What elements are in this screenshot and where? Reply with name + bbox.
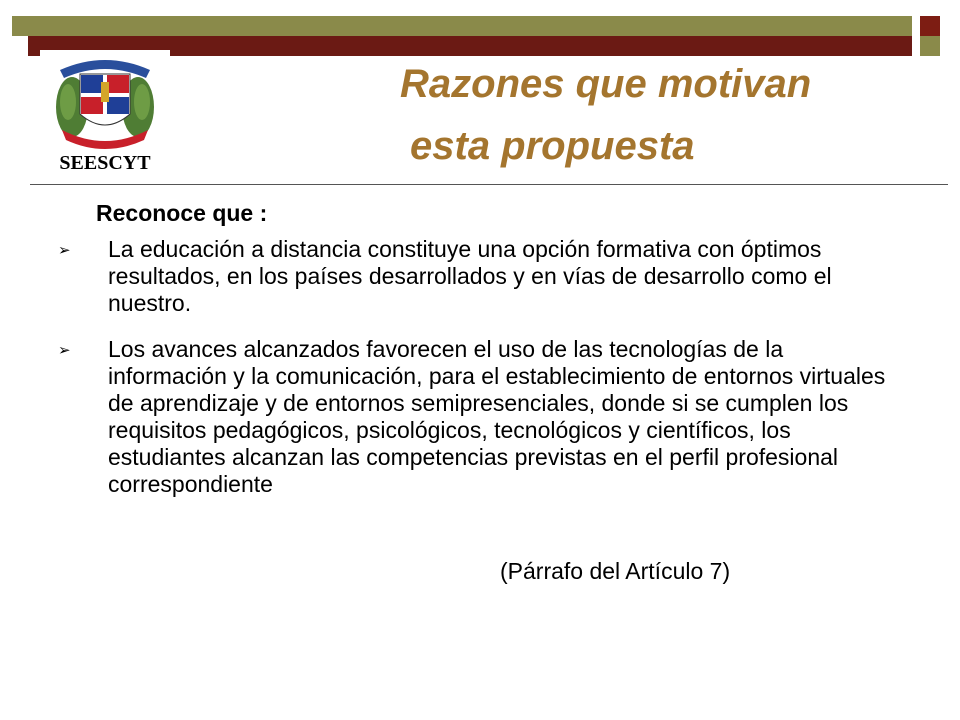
coat-of-arms-icon	[50, 52, 160, 152]
list-item-text: Los avances alcanzados favorecen el uso de las tecnologías de la información y la comunicación, para el establecimiento de entornos virtuales de aprendizaje y de entornos semipresenciales, donde si se cumplen los requisitos pedagógicos, psicológicos, tecnológicos y científicos, los estudiantes alcanzan las competencias previstas en el perfil profesional correspondiente	[108, 336, 886, 497]
subheading: Reconoce que :	[96, 200, 268, 226]
logo-label: SEESCYT	[59, 152, 151, 174]
title-line-2: esta propuesta	[410, 124, 695, 168]
title-line-1: Razones que motivan	[400, 62, 812, 106]
seescyt-logo	[40, 50, 170, 175]
header-bar	[12, 16, 912, 36]
corner-square-olive	[920, 36, 940, 56]
arrow-bullet-icon: ➢	[58, 242, 71, 259]
reference-note: (Párrafo del Artículo 7)	[500, 558, 731, 584]
corner-square-red	[920, 16, 940, 36]
list-item-text: La educación a distancia constituye una opción formativa con óptimos resultados, en los países desarrollados y en vías de desarrollo como el nuestro.	[108, 236, 832, 316]
title-divider	[30, 184, 948, 185]
arrow-bullet-icon: ➢	[58, 342, 71, 359]
